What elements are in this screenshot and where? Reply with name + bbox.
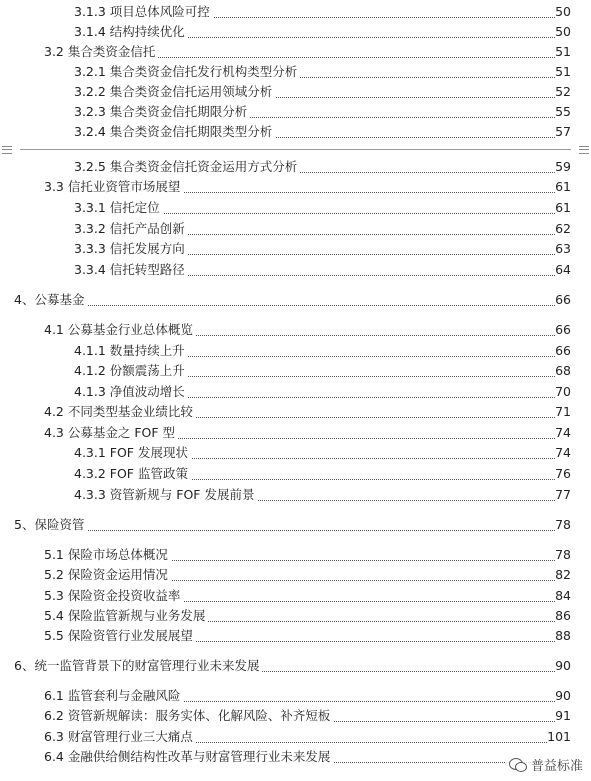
toc-entry[interactable] <box>0 290 591 310</box>
page-break-marker-right <box>579 146 589 154</box>
toc-entry-title: 6.4 金融供给侧结构性改革与财富管理行业未来发展 <box>44 749 333 765</box>
toc-entry[interactable] <box>0 382 591 402</box>
page-break-line <box>20 149 571 150</box>
toc-entry-title: 4、公募基金 <box>14 292 87 308</box>
toc-entry-title: 3.3.2 信托产品创新 <box>74 221 188 237</box>
toc-entry-page-number: 71 <box>555 404 571 419</box>
toc-entry-page-number: 57 <box>555 124 571 139</box>
toc-entry-page-number: 90 <box>555 658 571 673</box>
toc-entry-page-number: 86 <box>555 608 571 623</box>
toc-entry-page-number: 68 <box>555 363 571 378</box>
toc-entry-page-number: 74 <box>555 425 571 440</box>
toc-entry[interactable] <box>0 42 591 62</box>
toc-entry-title: 6.1 监管套利与金融风险 <box>44 688 183 704</box>
toc-entry-page-number: 64 <box>555 262 571 277</box>
toc-entry-title: 5.1 保险市场总体概况 <box>44 547 171 563</box>
toc-entry-page-number: 76 <box>555 466 571 481</box>
toc-entry-page-number: 78 <box>555 547 571 562</box>
toc-entry[interactable] <box>0 545 591 565</box>
toc-entry-title: 4.1.1 数量持续上升 <box>74 343 188 359</box>
toc-entry-title: 4.1.3 净值波动增长 <box>74 384 188 400</box>
toc-entry-title: 4.3.3 资管新规与 FOF 发展前景 <box>74 487 257 503</box>
toc-entry-title: 3.1.3 项目总体风险可控 <box>74 4 213 20</box>
page-break-marker-left <box>2 146 12 154</box>
toc-entry[interactable] <box>0 464 591 484</box>
toc-entry[interactable] <box>0 586 591 606</box>
toc-entry-title: 5.2 保险资金运用情况 <box>44 567 171 583</box>
toc-entry-title: 3.3.1 信托定位 <box>74 200 163 216</box>
toc-entry-page-number: 82 <box>555 567 571 582</box>
toc-entry-title: 4.1.2 份额震荡上升 <box>74 363 188 379</box>
wechat-icon <box>509 757 527 773</box>
toc-entry[interactable] <box>0 177 591 197</box>
toc-entry-title: 3.2 集合类资金信托 <box>44 44 158 60</box>
toc-entry[interactable] <box>0 219 591 239</box>
toc-entry-title: 4.3.2 FOF 监管政策 <box>74 466 191 482</box>
toc-entry[interactable] <box>0 443 591 463</box>
toc-entry[interactable] <box>0 485 591 505</box>
toc-entry-title: 3.3.4 信托转型路径 <box>74 262 188 278</box>
toc-entry-title: 5.3 保险资金投资收益率 <box>44 588 183 604</box>
toc-entry-page-number: 61 <box>555 179 571 194</box>
toc-entry-page-number: 66 <box>555 292 571 307</box>
toc-entry[interactable] <box>0 727 591 747</box>
toc-entry[interactable] <box>0 260 591 280</box>
toc-entry[interactable] <box>0 62 591 82</box>
toc-entry-page-number: 90 <box>555 688 571 703</box>
watermark <box>505 754 587 775</box>
toc-entry-page-number: 59 <box>555 159 571 174</box>
toc-entry-page-number: 77 <box>555 487 571 502</box>
toc-entry[interactable] <box>0 122 591 142</box>
toc-entry[interactable] <box>0 606 591 626</box>
watermark-text: 普益标准 <box>530 758 583 773</box>
toc-entry-title: 4.3.1 FOF 发展现状 <box>74 445 191 461</box>
toc-entry-title: 3.1.4 结构持续优化 <box>74 24 188 40</box>
toc-entry-page-number: 70 <box>555 384 571 399</box>
toc-entry-page-number: 55 <box>555 104 571 119</box>
toc-entry-title: 3.2.2 集合类资金信托运用领域分析 <box>74 84 275 100</box>
toc-entry-page-number: 74 <box>555 445 571 460</box>
page-break <box>0 146 591 154</box>
toc-entry-page-number: 91 <box>555 708 571 723</box>
toc-entry[interactable] <box>0 2 591 22</box>
toc-entry[interactable] <box>0 82 591 102</box>
toc-entry-page-number: 66 <box>555 322 571 337</box>
toc-entry[interactable] <box>0 157 591 177</box>
toc-entry-title: 3.3 信托业资管市场展望 <box>44 179 183 195</box>
toc-entry-title: 4.1 公募基金行业总体概览 <box>44 322 196 338</box>
toc-entry-page-number: 51 <box>555 44 571 59</box>
toc-entry[interactable] <box>0 747 591 767</box>
toc-entry[interactable] <box>0 402 591 422</box>
toc-entry-title: 4.2 不同类型基金业绩比较 <box>44 404 196 420</box>
toc-entry-page-number: 88 <box>555 628 571 643</box>
toc-entry-page-number: 78 <box>555 517 571 532</box>
toc-entry-title: 3.2.3 集合类资金信托期限分析 <box>74 104 250 120</box>
toc-entry[interactable] <box>0 656 591 676</box>
toc-entry[interactable] <box>0 706 591 726</box>
toc-entry-title: 4.3 公募基金之 FOF 型 <box>44 425 178 441</box>
toc-entry-page-number: 50 <box>555 24 571 39</box>
toc-entry-page-number: 84 <box>555 588 571 603</box>
toc-entry[interactable] <box>0 626 591 646</box>
toc-entry-page-number: 61 <box>555 200 571 215</box>
toc-entry-title: 6.2 资管新规解读：服务实体、化解风险、补齐短板 <box>44 708 333 724</box>
toc-entry-title: 3.2.4 集合类资金信托期限类型分析 <box>74 124 275 140</box>
toc-entry[interactable] <box>0 320 591 340</box>
toc-entry[interactable] <box>0 565 591 585</box>
toc-entry-title: 5.5 保险资管行业发展展望 <box>44 628 196 644</box>
toc-entry-page-number: 51 <box>555 64 571 79</box>
toc-entry-title: 3.3.3 信托发展方向 <box>74 241 188 257</box>
toc-entry[interactable] <box>0 341 591 361</box>
toc-entry[interactable] <box>0 198 591 218</box>
toc-entry-title: 6、统一监管背景下的财富管理行业未来发展 <box>14 658 262 674</box>
toc-entry-page-number: 101 <box>547 729 571 744</box>
toc-entry-page-number: 52 <box>555 84 571 99</box>
toc-entry-title: 3.2.1 集合类资金信托发行机构类型分析 <box>74 64 300 80</box>
toc-entry[interactable] <box>0 22 591 42</box>
toc-entry[interactable] <box>0 515 591 535</box>
toc-entry-title: 3.2.5 集合类资金信托资金运用方式分析 <box>74 159 300 175</box>
toc-entry-title: 6.3 财富管理行业三大痛点 <box>44 729 196 745</box>
toc-entry-title: 5.4 保险监管新规与业务发展 <box>44 608 208 624</box>
toc-entry[interactable] <box>0 102 591 122</box>
toc-entry-page-number: 50 <box>555 4 571 19</box>
toc-entry[interactable] <box>0 239 591 259</box>
toc-entry-page-number: 63 <box>555 241 571 256</box>
toc-entry-title: 5、保险资管 <box>14 517 87 533</box>
toc-entry[interactable] <box>0 686 591 706</box>
toc-entry-page-number: 62 <box>555 221 571 236</box>
dot-leader <box>14 530 555 531</box>
toc-entry[interactable] <box>0 423 591 443</box>
toc-entry[interactable] <box>0 361 591 381</box>
dot-leader <box>14 305 555 306</box>
toc-entry-page-number: 66 <box>555 343 571 358</box>
